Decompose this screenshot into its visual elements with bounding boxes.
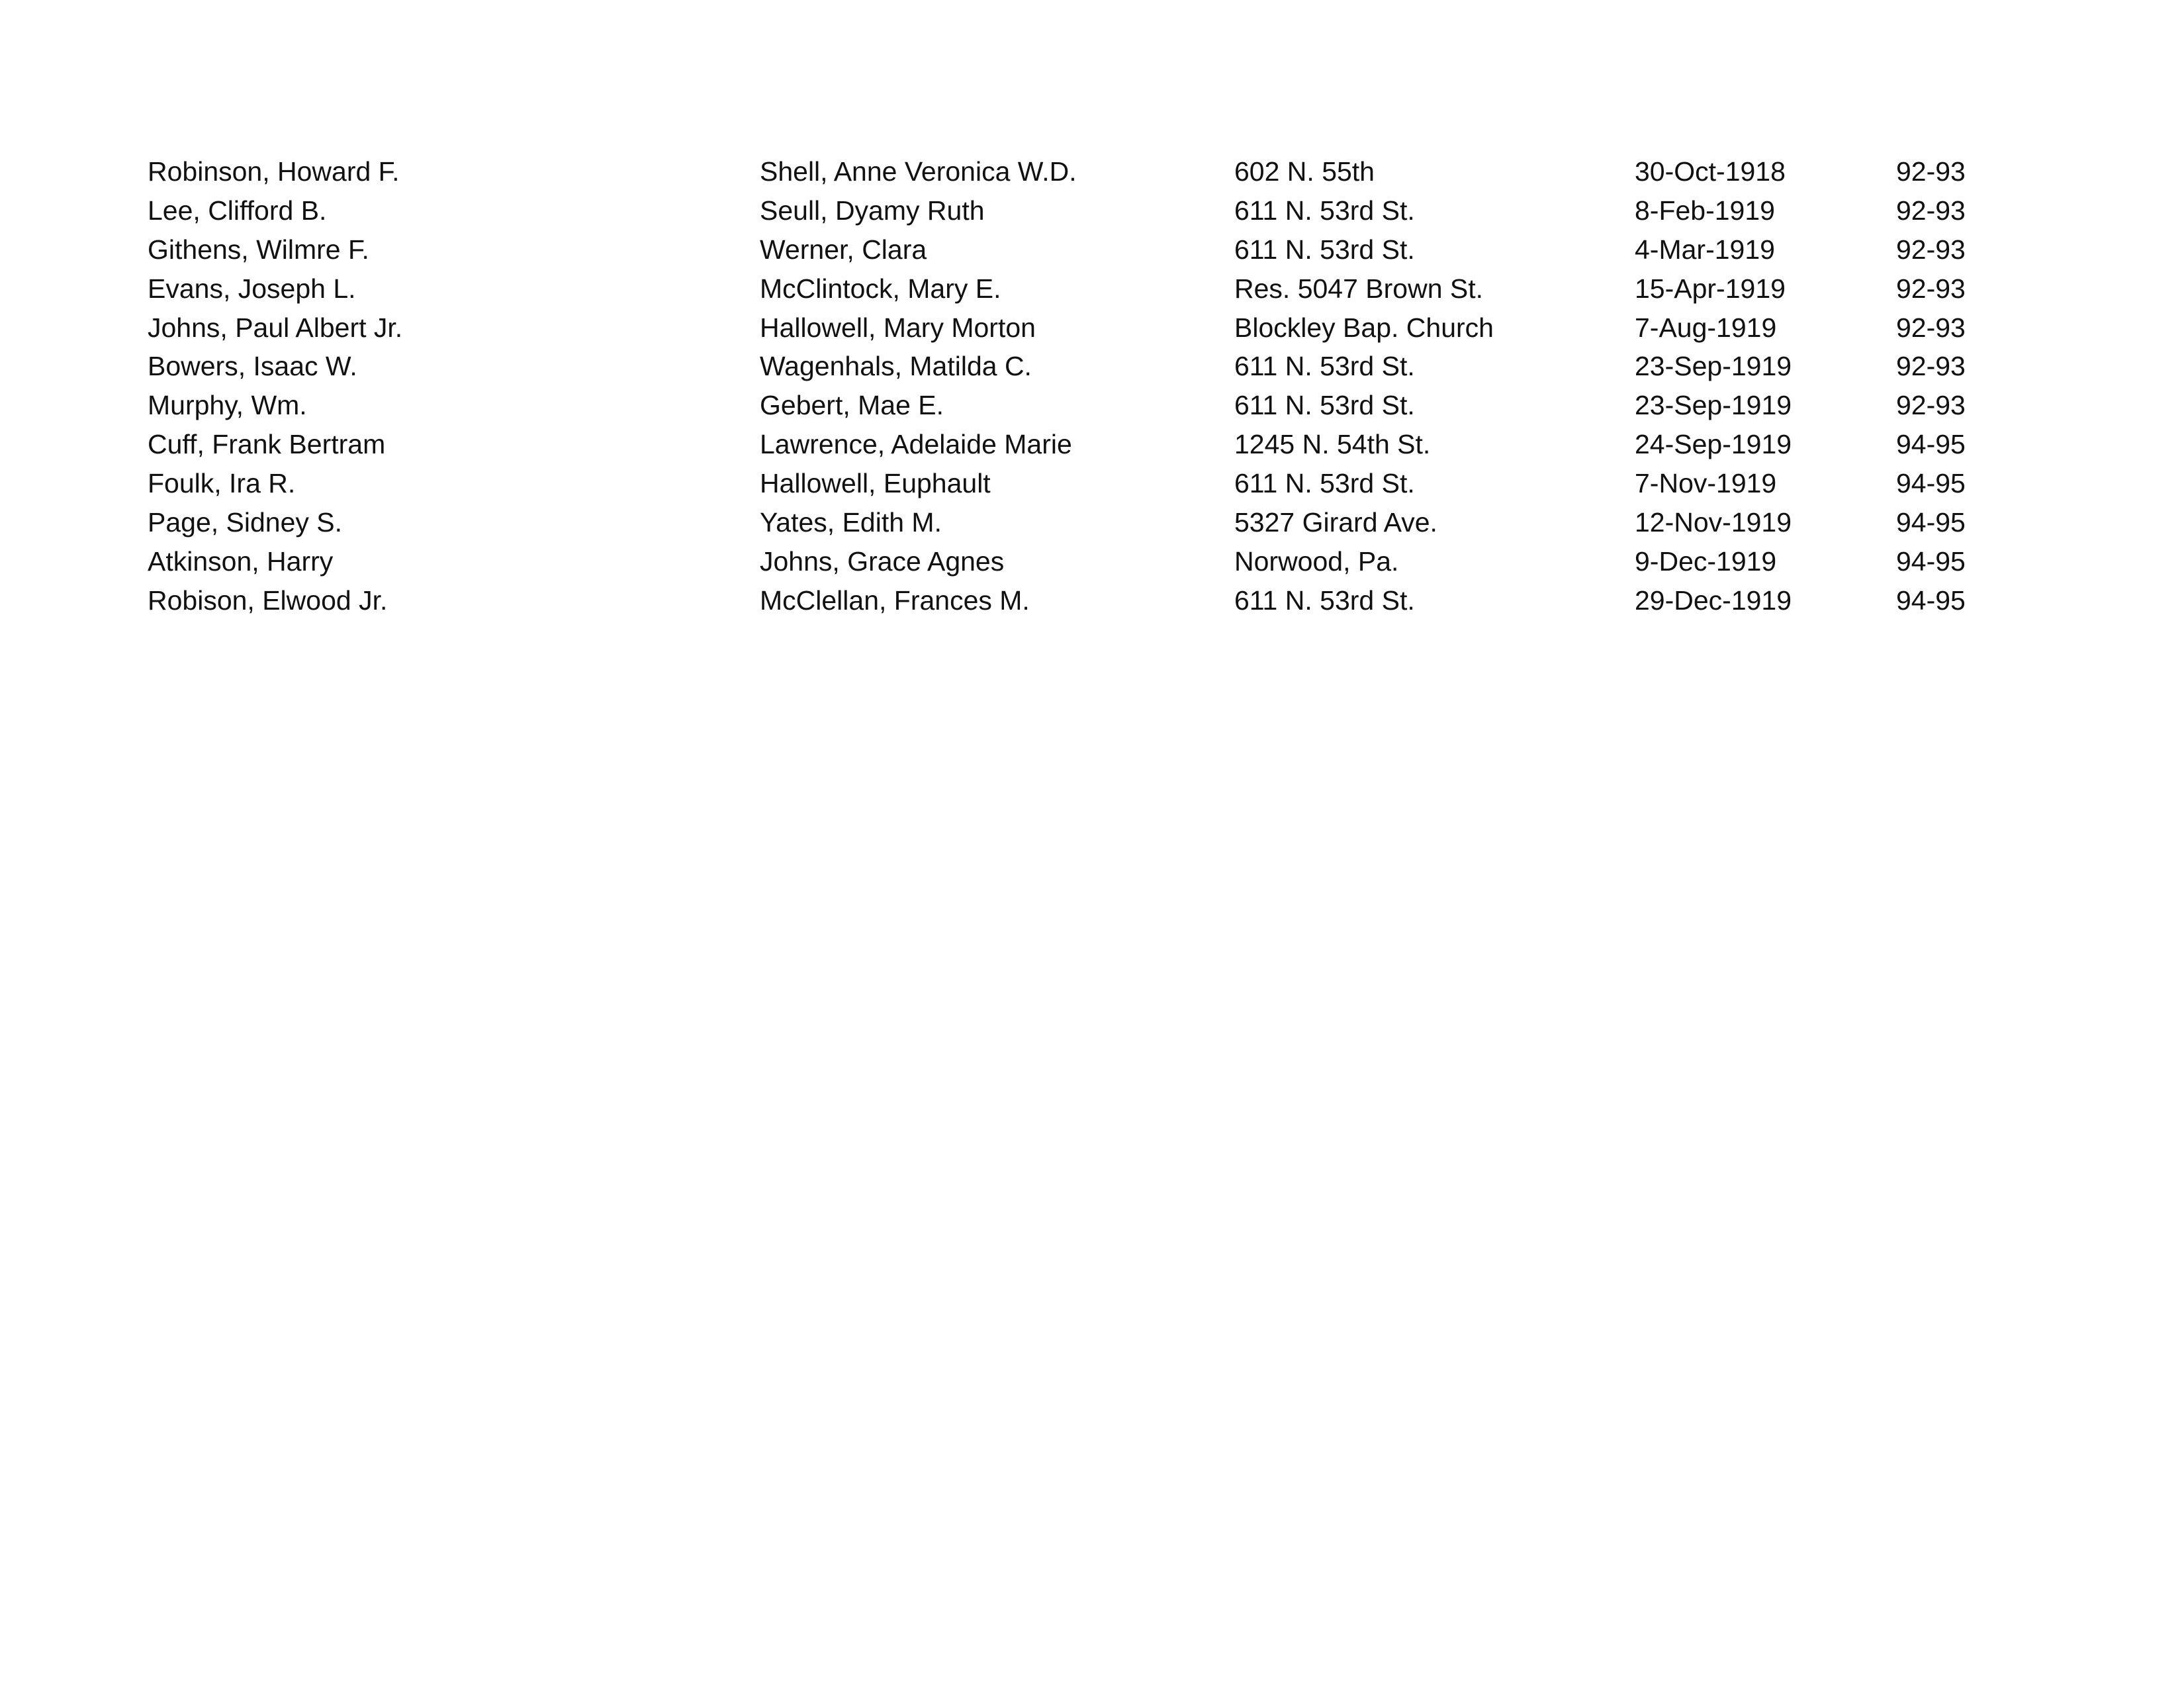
groom-name: Githens, Wilmre F.	[148, 234, 369, 265]
page-reference: 94-95	[1896, 507, 1966, 538]
bride-name: McClellan, Frances M.	[760, 585, 1030, 616]
marriage-date: 7-Nov-1919	[1635, 468, 1777, 499]
page-reference: 94-95	[1896, 545, 1966, 577]
table-row	[148, 503, 2001, 542]
address: 611 N. 53rd St.	[1234, 585, 1415, 616]
address: 611 N. 53rd St.	[1234, 234, 1415, 265]
table-row	[148, 542, 2001, 581]
table-row	[148, 386, 2001, 425]
bride-name: Shell, Anne Veronica W.D.	[760, 156, 1077, 187]
address: 1245 N. 54th St.	[1234, 429, 1431, 460]
page-reference: 92-93	[1896, 351, 1966, 382]
bride-name: Wagenhals, Matilda C.	[760, 351, 1032, 382]
bride-name: Hallowell, Mary Morton	[760, 312, 1036, 343]
address: 5327 Girard Ave.	[1234, 507, 1437, 538]
groom-name: Robison, Elwood Jr.	[148, 585, 388, 616]
groom-name: Lee, Clifford B.	[148, 195, 327, 226]
table-row	[148, 347, 2001, 386]
page-reference: 92-93	[1896, 234, 1966, 265]
table-row	[148, 152, 2001, 191]
address: 611 N. 53rd St.	[1234, 351, 1415, 382]
groom-name: Bowers, Isaac W.	[148, 351, 357, 382]
groom-name: Foulk, Ira R.	[148, 468, 296, 499]
address: Norwood, Pa.	[1234, 545, 1399, 577]
bride-name: Werner, Clara	[760, 234, 927, 265]
table-row	[148, 269, 2001, 308]
address: 602 N. 55th	[1234, 156, 1375, 187]
bride-name: Yates, Edith M.	[760, 507, 942, 538]
table-row	[148, 308, 2001, 348]
marriage-date: 4-Mar-1919	[1635, 234, 1775, 265]
marriage-date: 12-Nov-1919	[1635, 507, 1792, 538]
groom-name: Evans, Joseph L.	[148, 273, 356, 304]
bride-name: Gebert, Mae E.	[760, 390, 944, 421]
bride-name: Seull, Dyamy Ruth	[760, 195, 985, 226]
marriage-date: 9-Dec-1919	[1635, 545, 1777, 577]
marriage-date: 15-Apr-1919	[1635, 273, 1786, 304]
table-row	[148, 230, 2001, 269]
bride-name: Johns, Grace Agnes	[760, 545, 1005, 577]
address: Res. 5047 Brown St.	[1234, 273, 1484, 304]
page-reference: 94-95	[1896, 429, 1966, 460]
page-reference: 94-95	[1896, 585, 1966, 616]
table-row	[148, 425, 2001, 464]
page-reference: 92-93	[1896, 312, 1966, 343]
page-reference: 92-93	[1896, 156, 1966, 187]
address: 611 N. 53rd St.	[1234, 390, 1415, 421]
marriage-date: 8-Feb-1919	[1635, 195, 1775, 226]
records-table	[148, 152, 2001, 620]
table-row	[148, 464, 2001, 503]
page-reference: 92-93	[1896, 390, 1966, 421]
page-reference: 92-93	[1896, 195, 1966, 226]
page-reference: 94-95	[1896, 468, 1966, 499]
groom-name: Atkinson, Harry	[148, 545, 334, 577]
bride-name: McClintock, Mary E.	[760, 273, 1001, 304]
marriage-date: 23-Sep-1919	[1635, 351, 1792, 382]
address: 611 N. 53rd St.	[1234, 468, 1415, 499]
table-row	[148, 191, 2001, 230]
address: 611 N. 53rd St.	[1234, 195, 1415, 226]
marriage-date: 23-Sep-1919	[1635, 390, 1792, 421]
table-row	[148, 581, 2001, 620]
groom-name: Johns, Paul Albert Jr.	[148, 312, 403, 343]
groom-name: Cuff, Frank Bertram	[148, 429, 386, 460]
marriage-date: 30-Oct-1918	[1635, 156, 1786, 187]
groom-name: Robinson, Howard F.	[148, 156, 400, 187]
marriage-date: 7-Aug-1919	[1635, 312, 1777, 343]
groom-name: Page, Sidney S.	[148, 507, 343, 538]
marriage-date: 29-Dec-1919	[1635, 585, 1792, 616]
bride-name: Lawrence, Adelaide Marie	[760, 429, 1072, 460]
bride-name: Hallowell, Euphault	[760, 468, 991, 499]
groom-name: Murphy, Wm.	[148, 390, 307, 421]
page-reference: 92-93	[1896, 273, 1966, 304]
address: Blockley Bap. Church	[1234, 312, 1494, 343]
marriage-date: 24-Sep-1919	[1635, 429, 1792, 460]
